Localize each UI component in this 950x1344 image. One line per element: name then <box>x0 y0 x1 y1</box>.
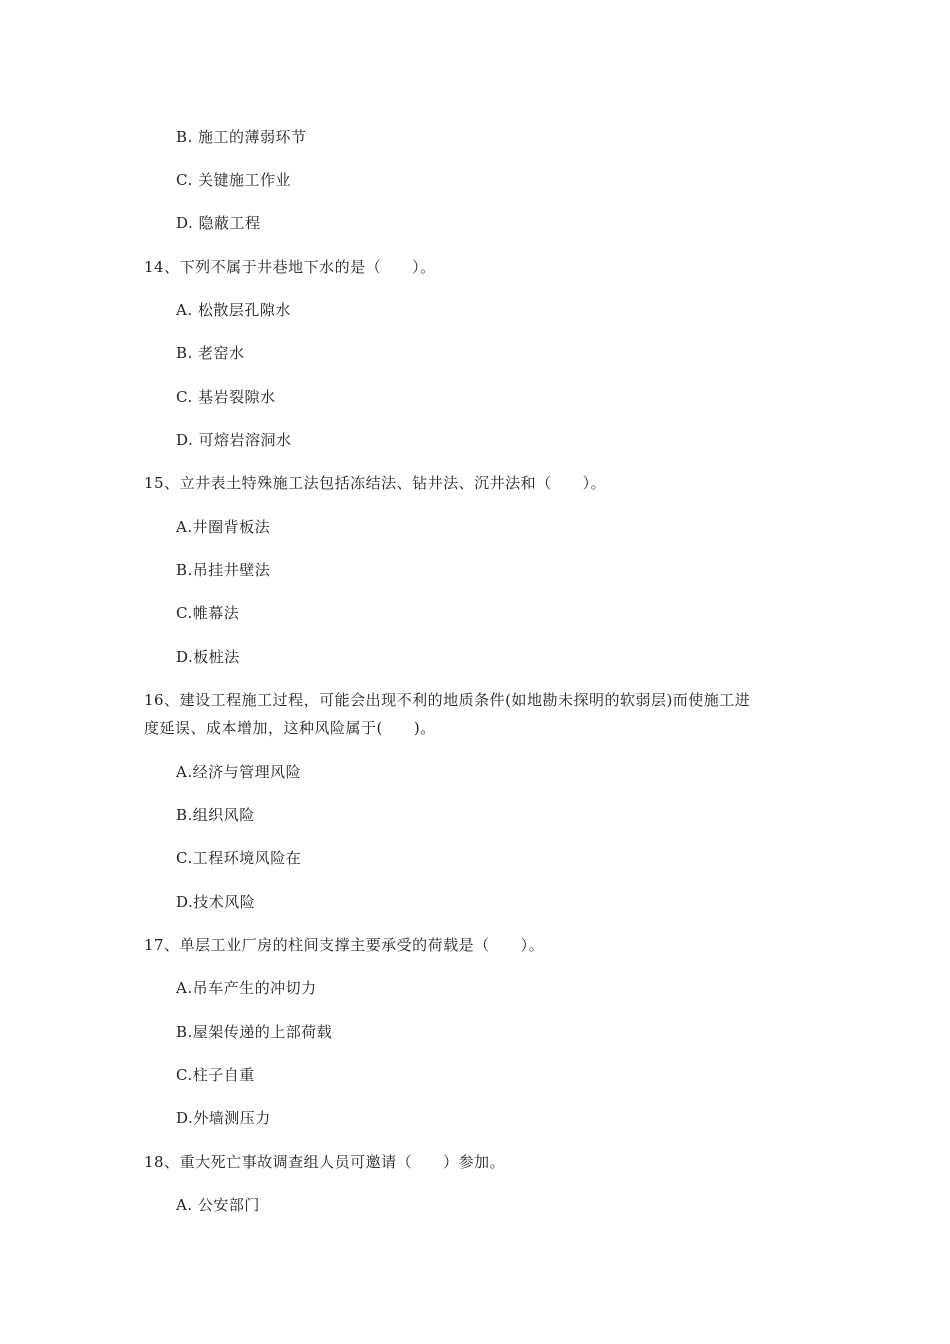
question-16-continued: 度延误、成本增加，这种风险属于( )。 <box>144 719 436 737</box>
option-16-d: D.技术风险 <box>176 893 256 911</box>
option-17-a: A.吊车产生的冲切力 <box>176 979 317 997</box>
option-18-a: A. 公安部门 <box>176 1196 260 1214</box>
option-15-a: A.井圈背板法 <box>176 518 271 536</box>
option-14-d: D. 可熔岩溶洞水 <box>176 431 292 449</box>
option-13-c: C. 关键施工作业 <box>176 171 291 189</box>
question-18: 18、重大死亡事故调查组人员可邀请（ ）参加。 <box>144 1153 506 1171</box>
question-16: 16、建设工程施工过程，可能会出现不利的地质条件(如地勘未探明的软弱层)而使施工进 <box>144 691 751 709</box>
question-15: 15、立井表土特殊施工法包括冻结法、钻井法、沉井法和（ ）。 <box>144 474 607 492</box>
question-14: 14、下列不属于井巷地下水的是（ ）。 <box>144 258 436 276</box>
option-15-d: D.板桩法 <box>176 648 240 666</box>
option-15-b: B.吊挂井壁法 <box>176 561 271 579</box>
option-14-a: A. 松散层孔隙水 <box>176 301 291 319</box>
question-17: 17、单层工业厂房的柱间支撑主要承受的荷载是（ ）。 <box>144 936 545 954</box>
option-17-c: C.柱子自重 <box>176 1066 255 1084</box>
option-14-b: B. 老窑水 <box>176 344 245 362</box>
option-14-c: C. 基岩裂隙水 <box>176 388 276 406</box>
option-13-b: B. 施工的薄弱环节 <box>176 128 307 146</box>
option-15-c: C.帷幕法 <box>176 604 240 622</box>
option-16-a: A.经济与管理风险 <box>176 763 302 781</box>
option-16-b: B.组织风险 <box>176 806 255 824</box>
option-17-b: B.屋架传递的上部荷载 <box>176 1023 333 1041</box>
option-16-c: C.工程环境风险在 <box>176 849 302 867</box>
option-17-d: D.外墙测压力 <box>176 1109 271 1127</box>
option-13-d: D. 隐蔽工程 <box>176 214 261 232</box>
